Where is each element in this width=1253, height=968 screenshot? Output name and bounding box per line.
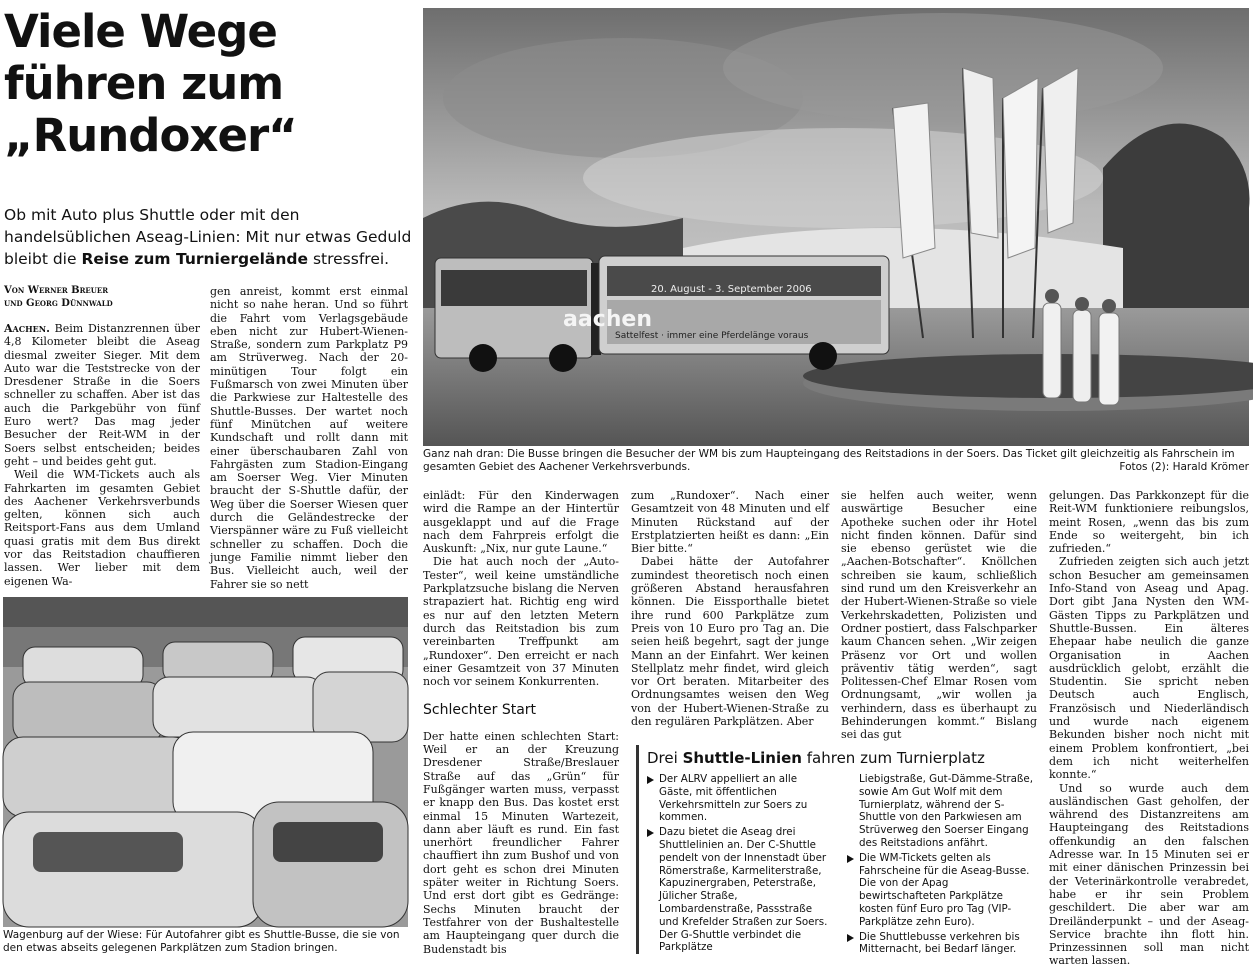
col3-paragraph-2: Die hat auch noch der „Auto-Tester“, weil keine umständliche Parkplatzsuche bislang die Nerven strapaziert hat. Richtig eng wird es nur auf den letzten Metern durch das Reitstadion bis zum vereinbarten Treffpunkt am „Rundoxer“. Den erreicht er nach einer Gesamtzeit von 37 Minuten noch vor seinem Konkurrenten.: [423, 555, 619, 689]
parking-photo-caption: Wagenburg auf der Wiese: Für Autofahrer gibt es Shuttle-Busse, die sie von den etwas abseits gelegenen Parkplätzen zum Stadion bringen.: [3, 929, 400, 954]
bus-photo-caption: [423, 448, 1249, 474]
bus-photo-svg: [423, 8, 1249, 446]
column-5: [841, 489, 1037, 742]
headline: Viele Wege führen zum „Rundoxer“: [4, 5, 297, 162]
byline-line2: und Georg Dünnwald: [4, 297, 113, 309]
col1-p1-text: Beim Distanzrennen über 4,8 Kilometer bleibt die Aseag diesmal zweiter Sieger. Mit dem Auto war die Teststrecke von der Dresdener Straße in die Soers schneller zu schaffen. Aber ist das auch die Parkgebühr von fünf Euro wert? Das mag jeder Besucher der Reit-WM in der Soers selbst entscheiden; beides geht – und beides geht gut.: [4, 322, 200, 468]
subheading-schlechter-start: Schlechter Start: [423, 702, 537, 719]
byline-line1: Von Werner Breuer: [4, 285, 109, 296]
col3-paragraph-1: einlädt: Für den Kinderwagen wird die Rampe an der Hintertür ausgeklappt und auf die Frage nach dem Fahrpreis erfolgt die Auskunft: „Nix, nur gute Laune.“: [423, 489, 619, 556]
col1-paragraph-1: [4, 322, 200, 468]
box-item-2: Dazu bietet die Aseag drei Shuttlelinien an. Der C-Shuttle pendelt von der Innenstadt über Römerstraße, Karmeliterstraße, Kapuzinergraben, Peterstraße, Jülicher Straße, Lombardenstraße, Passstraße und Krefelder Straßen zur Soers. Der G-Shuttle verbindet die Parkplätze: [647, 826, 831, 954]
bus-caption-text: Ganz nah dran: Die Busse bringen die Besucher der WM bis zum Haupteingang des Reitstadions in der Soers. Das Ticket gilt gleichzeitig als Fahrschein im gesamten Gebiet des Aachener Verkehrsverbunds.: [423, 448, 1235, 473]
col3-paragraph-3: Der hatte einen schlechten Start: Weil er an der Kreuzung Dresdener Straße/Breslauer Straße auf das „Grün“ für Fußgänger warten muss, verpasst er knapp den Bus. Das kostet erst einmal 15 Minuten Wartezeit, dann aber läuft es rund. Ein fast unerhört freundlicher Fahrer chauffiert ihn zum Bushof und von dort geht es schon drei Minuten später weiter in Richtung Soers. Und erst dort gibt es Gedränge: Sechs Minuten braucht der Testfahrer von der Bushaltestelle am Haupteingang quer durch die Budenstadt bis: [423, 729, 619, 956]
shuttle-info-box: [636, 745, 1042, 954]
box-item-3: Die WM-Tickets gelten als Fahrscheine für die Aseag-Busse. Die von der Apag bewirtschafteten Parkplätze kosten fünf Euro pro Tag (VIP-Parkplätze zehn Euro).: [847, 852, 1037, 929]
col6-paragraph-1: gelungen. Das Parkkonzept für die Reit-WM funktioniere reibungslos, meint Rosen, „wenn das bis zum Ende so weitergeht, bin ich zufrieden.“: [1049, 489, 1249, 556]
col5-paragraph-1: sie helfen auch weiter, wenn auswärtige Besucher eine Apotheke suchen oder ihr Hotel nicht finden können. Dafür sind sie ebenso gerüstet wie die „Aachen-Botschafter“. Knöllchen schreiben sie kaum, schließlich sind rund um den Kreisverkehr an der Hubert-Wienen-Straße so viele Verkehrskadetten, Polizisten und Ordner postiert, dass Falschparker kaum Chancen sehen. „Wir zeigen Präsenz vor Ort und wollen präventiv tätig werden“, sagt Politessen-Chef Elmar Rosen vom Ordnungsamt, „wir wollen ja verhindern, dass es überhaupt zu Behinderungen kommt.“ Bislang sei das gut: [841, 489, 1037, 742]
box-column-1: [647, 773, 831, 954]
col2-paragraph-1: gen anreist, kommt erst einmal nicht so nahe heran. Und so führt die Fahrt vom Verlagsgebäude eben nicht zur Hubert-Wienen-Straße, sondern zum Parkplatz P9 am Strüverweg. Nach der 20-minütigen Tour folgt ein Fußmarsch von zwei Minuten über die Parkwiese zur Haltestelle des Shuttle-Busses. Der wartet noch fünf Minütchen auf weitere Kundschaft und rollt dann mit einer überschaubaren Zahl von Fahrgästen zum Stadion-Eingang am Soerser Weg. Vier Minuten braucht der S-Shuttle dafür, der Weg über die Soerser Wiesen quer durch die Geländestrecke der Vierspänner wäre zu Fuß vielleicht schneller zu schaffen. Doch die junge Familie nimmt lieber den Bus. Vielleicht auch, weil der Fahrer sie so nett: [210, 285, 408, 591]
subtitle-end: stressfrei.: [308, 250, 390, 268]
col6-paragraph-3: Und so wurde auch dem ausländischen Gast geholfen, der während des Distanzreitens am Haupteingang des Reitstadions offenkundig an den falschen Adresse war. In 15 Minuten sei er mit einer dänischen Prinzessin bei der Veterinärkontrolle verabredet, habe er ihr sein Problem geschildert. Die aber war am Dreiländerpunkt – und der Aseag-Service brachte ihn flott hin. Prinzessinnen soll man nicht warten lassen.: [1049, 781, 1249, 968]
box-item-2-continued: Liebigstraße, Gut-Dämme-Straße, sowie Am Gut Wolf mit dem Turnierplatz, während der S-Shuttle von den Parkwiesen am Strüverweg den Soerser Eingang des Reitstadions anfährt.: [859, 773, 1033, 849]
box-column-2: [847, 773, 1037, 956]
box-title: [647, 749, 985, 767]
box-title-post: fahren zum Turnierplatz: [801, 749, 985, 767]
subtitle-bold: Reise zum Turniergelände: [81, 250, 309, 268]
dateline-city: Aachen.: [4, 322, 50, 335]
parking-photo: [3, 597, 408, 927]
col4-paragraph-1: zum „Rundoxer“. Nach einer Gesamtzeit von 48 Minuten und elf Minuten Rückstand auf der Erstplatzierten heißt es dann: „Ein Bier bitte.“: [631, 489, 829, 556]
bus-text: aachen: [563, 307, 652, 332]
column-3: [423, 489, 619, 956]
staff-people: [1043, 289, 1119, 405]
subtitle-text: Ob mit Auto plus Shuttle oder mit den handelsüblichen Aseag-Linien: Mit nur etwas Geduld bleibt die: [4, 206, 412, 268]
parked-cars: [3, 637, 408, 927]
subtitle: [4, 204, 416, 270]
banner-text: 20. August - 3. September 2006: [651, 284, 812, 295]
box-item-1: Der ALRV appelliert an alle Gäste, mit öffentlichen Verkehrsmitteln zur Soers zu kommen.: [647, 773, 831, 824]
column-1: [4, 285, 200, 588]
box-title-pre: Drei: [647, 749, 683, 767]
byline: [4, 285, 200, 310]
col1-paragraph-2: Weil die WM-Tickets auch als Fahrkarten im gesamten Gebiet des Aachener Verkehrsverbunds gelten, können sich auch Reitsport-Fans aus dem Umland quasi gratis mit dem Bus direkt vor das Reitstadion chauffieren lassen. Wer lieber mit dem eigenen Wa-: [4, 468, 200, 588]
bus-slogan: Sattelfest · immer eine Pferdelänge voraus: [615, 331, 809, 341]
box-title-bold: Shuttle-Linien: [682, 749, 802, 767]
column-4: [631, 489, 829, 728]
box-item-4: Die Shuttlebusse verkehren bis Mitternacht, bei Bedarf länger.: [847, 931, 1037, 957]
col6-paragraph-2: Zufrieden zeigten sich auch jetzt schon Besucher am gemeinsamen Info-Stand von Aseag und Apag. Dort gibt Jana Nysten den WM-Gästen Tipps zu Parkplätzen und Shuttle-Bussen. Ein älteres Ehepaar habe neulich die ganze Organisation in Aachen ausdrücklich gelobt, erzählt die Studentin. Sie spricht neben Deutsch auch Englisch, Französisch und Niederländisch und wurde nach eigenem Bekunden bisher noch nicht mit einem Problem konfrontiert, „bei dem ich nicht weiterhelfen konnte.“: [1049, 555, 1249, 782]
column-6: [1049, 489, 1249, 968]
bus-photo: [423, 8, 1249, 446]
parking-photo-svg: [3, 597, 408, 927]
column-2: [210, 285, 408, 591]
col4-paragraph-2: Dabei hätte der Autofahrer zumindest theoretisch noch einen größeren Abstand herausfahren können. Die Eissporthalle bietet ihre rund 600 Parkplätze zum Preis von 10 Euro pro Tag an. Die seien heiß begehrt, sagt der junge Mann an der Einfahrt. Wer keinen Stellplatz mehr findet, wird gleich vor Ort beraten. Mitarbeiter des Ordnungsamtes weisen den Weg von der Hubert-Wienen-Straße zu den regulären Parkplätzen. Aber: [631, 555, 829, 729]
photo-credit: Fotos (2): Harald Krömer: [1119, 461, 1249, 473]
